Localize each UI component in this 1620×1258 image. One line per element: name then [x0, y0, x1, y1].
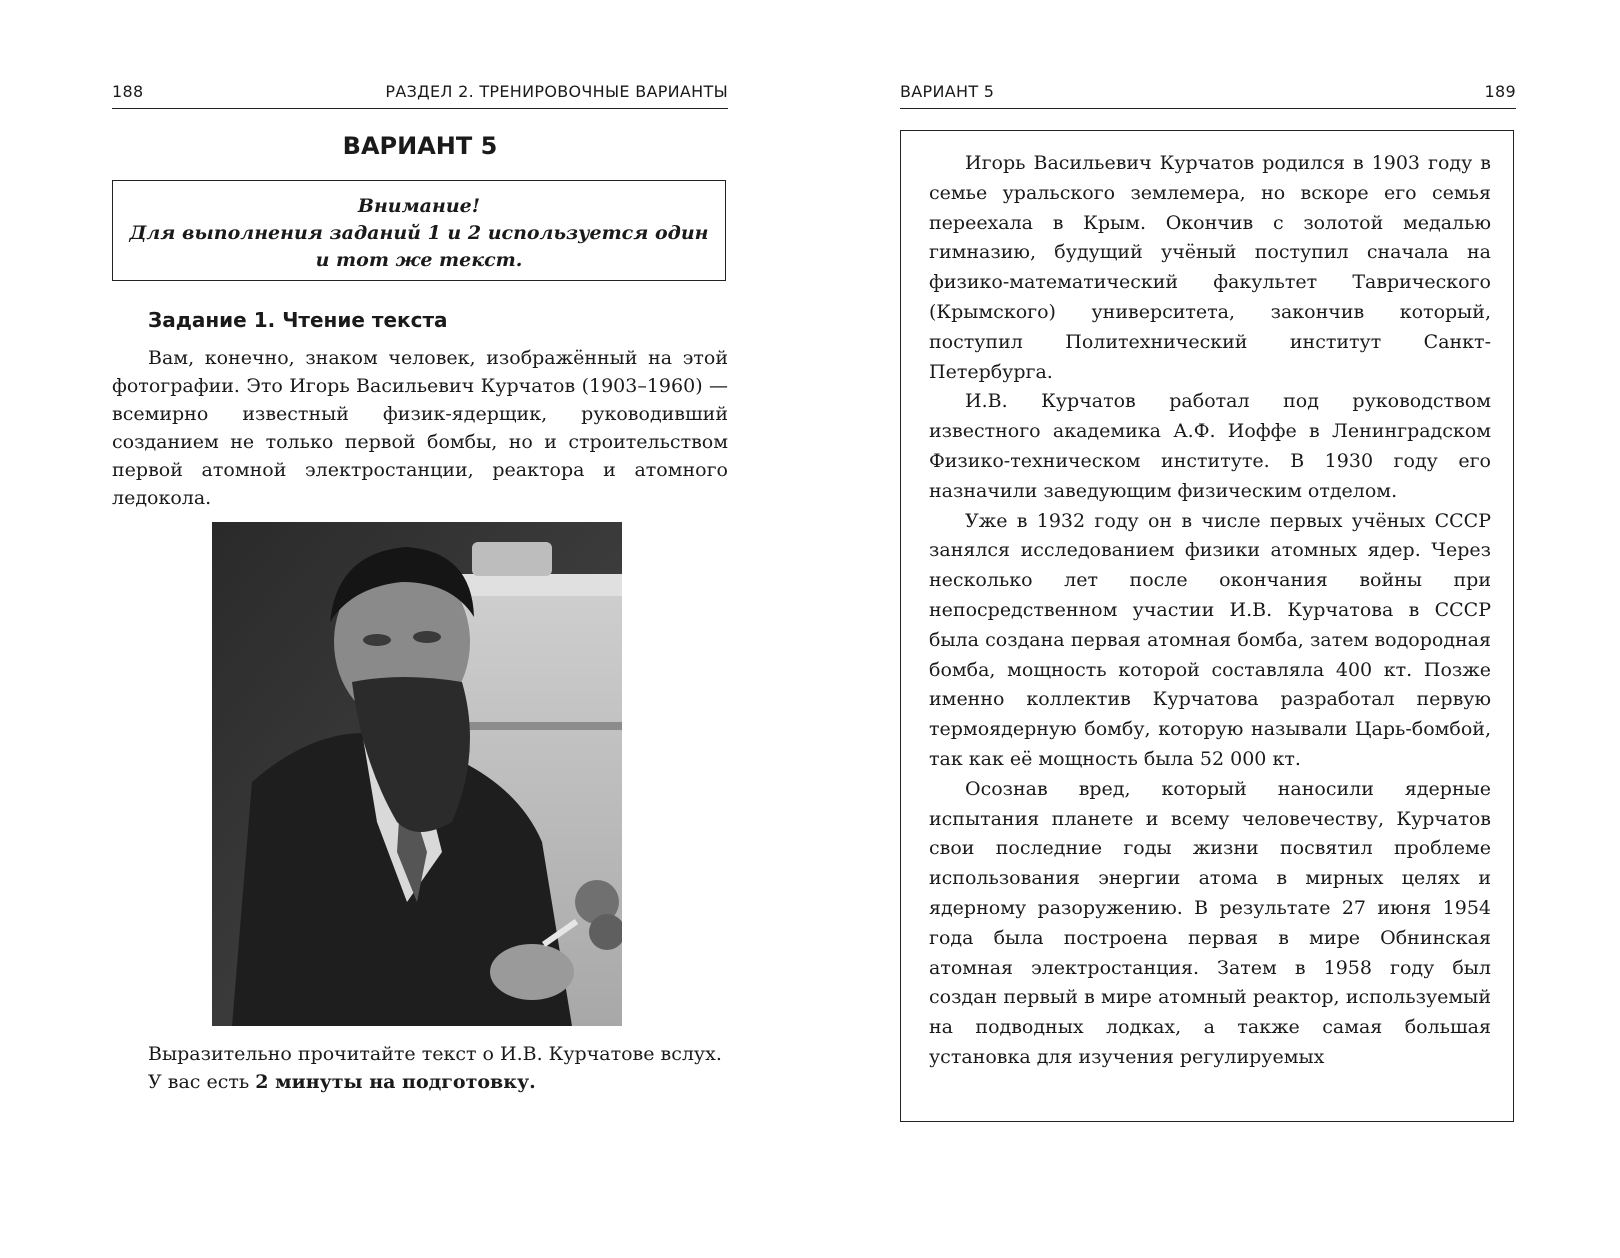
notice-box — [112, 180, 726, 281]
portrait-photo-drawing — [212, 522, 622, 1026]
instructions — [112, 1040, 728, 1096]
read-instruction: Выразительно прочитайте текст о И.В. Курчатове вслух. — [148, 1043, 722, 1065]
text-paragraph-1: Игорь Васильевич Курчатов родился в 1903 году в семье уральского землемера, но вскоре его семья переехала в Крым. Окончив с золотой медалью гимназию, будущий учёный поступил сначала на физико-математический факультет Таврического (Крымского) университета, закончив который, поступил Политехнический институт Санкт-Петербурга. — [929, 152, 1491, 383]
prep-time-bold: 2 минуты на подготовку. — [255, 1071, 536, 1093]
text-paragraph-4: Осознав вред, который наносили ядерные испытания планете и всему человечеству, Курчатов свои последние годы жизни посвятил проблеме использования энергии атома в мирных целях и ядерному разоружению. В результате 27 июня 1954 года была построена первая в мире Обнинская атомная электростанция. Затем в 1958 году был создан первый в мире атомный реактор, используемый на подводных лодках, а также самая большая установка для изучения регулируемых — [929, 777, 1491, 1068]
notice-line-3: и тот же текст. — [315, 249, 523, 271]
intro-paragraph-container — [112, 344, 728, 512]
intro-paragraph: Вам, конечно, знаком человек, изображённый на этой фотографии. Это Игорь Васильевич Курчатов (1903–1960) — всемирно известный физик-ядерщик, руководивший созданием не только первой бомбы, но и строительством первой атомной электростанции, реактора и атомного ледокола. — [112, 347, 728, 509]
page-number: 188 — [112, 82, 144, 101]
text-paragraph-3: Уже в 1932 году он в числе первых учёных СССР занялся исследованием физики атомных ядер. Через несколько лет после окончания войны при непосредственном участии И.В. Курчатова в СССР была создана первая атомная бомба, затем водородная бомба, мощность которой составляла 400 кт. Позже именно коллектив Курчатова разработал первую термоядерную бомбу, которую называли Царь-бомбой, так как её мощность была 52 000 кт. — [929, 509, 1491, 770]
notice-line-2: Для выполнения заданий 1 и 2 используется один — [129, 222, 709, 244]
prep-time-prefix: У вас есть — [148, 1071, 256, 1093]
variant-label: ВАРИАНТ 5 — [900, 82, 995, 101]
section-title: РАЗДЕЛ 2. ТРЕНИРОВОЧНЫЕ ВАРИАНТЫ — [385, 82, 728, 101]
prep-time-line — [112, 1068, 728, 1096]
right-page — [810, 0, 1620, 1258]
variant-title: ВАРИАНТ 5 — [342, 132, 498, 160]
running-head-right — [900, 80, 1516, 109]
reading-text-box — [900, 130, 1514, 1122]
task-heading: Задание 1. Чтение текста — [148, 308, 448, 332]
text-paragraph-2: И.В. Курчатов работал под руководством известного академика А.Ф. Иоффе в Ленинградском Физико-техническом институте. В 1930 году его назначили заведующим физическим отделом. — [929, 390, 1491, 502]
page-number: 189 — [1484, 82, 1516, 101]
running-head-left — [112, 80, 728, 109]
portrait-photo — [212, 522, 622, 1026]
notice-line-1: Внимание! — [357, 195, 481, 217]
